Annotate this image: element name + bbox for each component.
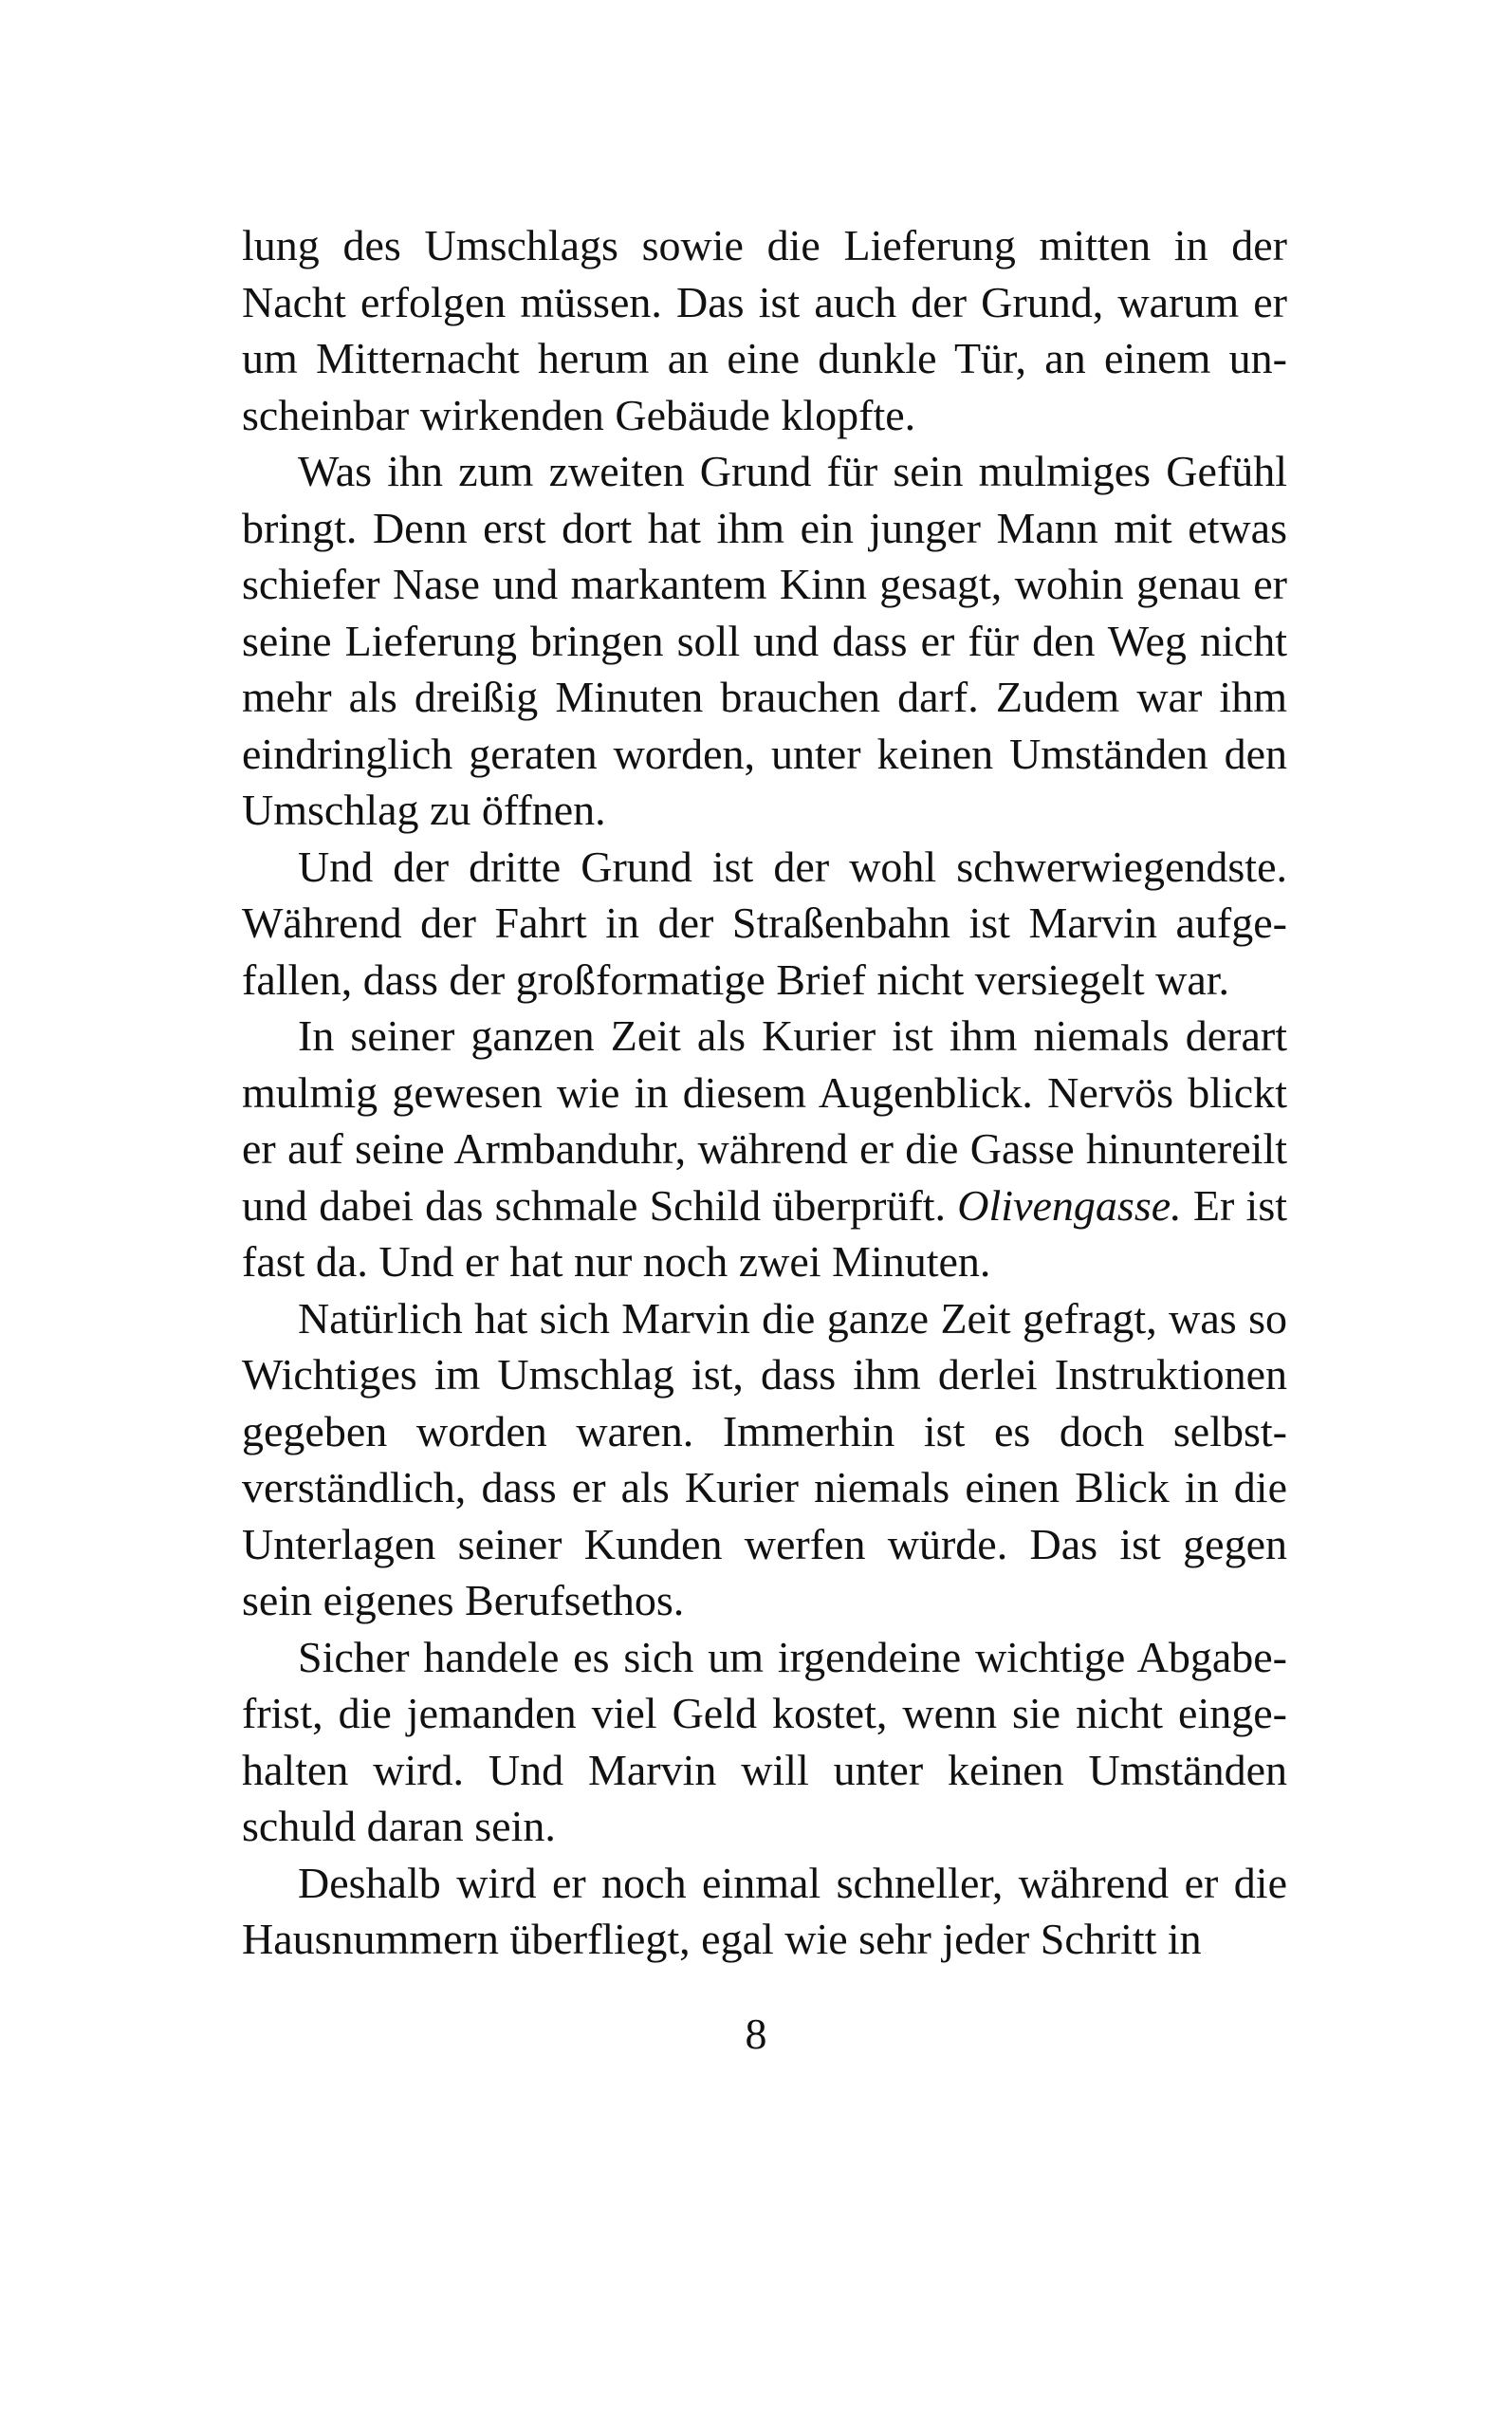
paragraph-2: Was ihn zum zweiten Grund für sein mulmiges Gefühl bringt. Denn erst dort hat ihm ein junger Mann mit etwas schiefer Nase und markantem Kinn gesagt, wohin genau er seine Lieferung bringen soll und dass er für den Weg nicht mehr als dreißig Minuten brauchen darf. Zudem war ihm eindringlich geraten worden, unter keinen Umständen den Umschlag zu öffnen.: [242, 447, 1287, 834]
paragraph-4-text-after: Er ist fast da. Und er hat nur noch zwei Minuten.: [242, 1180, 1287, 1286]
page-number: 8: [745, 2010, 767, 2058]
body-text: [242, 217, 1287, 1968]
street-name-italic: Olivengasse.: [957, 1180, 1182, 1230]
paragraph-6: Sicher handele es sich um irgendeine wichtige Abgabefrist, die jemanden viel Geld kostet, wenn sie nicht eingehalten wird. Und Marvin will unter keinen Umständen schuld daran sein.: [242, 1632, 1287, 1850]
paragraph-4-text-before: In seiner ganzen Zeit als Kurier ist ihm niemals derart mulmig gewesen wie in diesem Augenblick. Nervös blickt er auf seine Armbanduhr, während er die Gasse hinuntereilt und dabei das schmale Schild überprüft.: [242, 1011, 1287, 1230]
paragraph-5: Natürlich hat sich Marvin die ganze Zeit gefragt, was so Wichtiges im Umschlag ist, dass ihm derlei Instruktionen gegeben worden waren. Immerhin ist es doch selbstverständlich, dass er als Kurier niemals einen Blick in die Unterlagen seiner Kunden werfen würde. Das ist gegen sein eigenes Berufsethos.: [242, 1293, 1287, 1624]
paragraph-4: [242, 1008, 1287, 1290]
paragraph-7: Deshalb wird er noch einmal schneller, während er die Hausnummern überfliegt, egal wie sehr jeder Schritt in: [242, 1858, 1287, 1963]
paragraph-1: lung des Umschlags sowie die Lieferung mitten in der Nacht erfolgen müssen. Das ist auch der Grund, warum er um Mitternacht herum an eine dunkle Tür, an einem unscheinbar wirkenden Gebäude klopfte.: [242, 221, 1287, 439]
paragraph-3: Und der dritte Grund ist der wohl schwerwiegendste. Während der Fahrt in der Straßenbahn ist Marvin aufgefallen, dass der großformatige Brief nicht versiegelt war.: [242, 842, 1287, 1004]
